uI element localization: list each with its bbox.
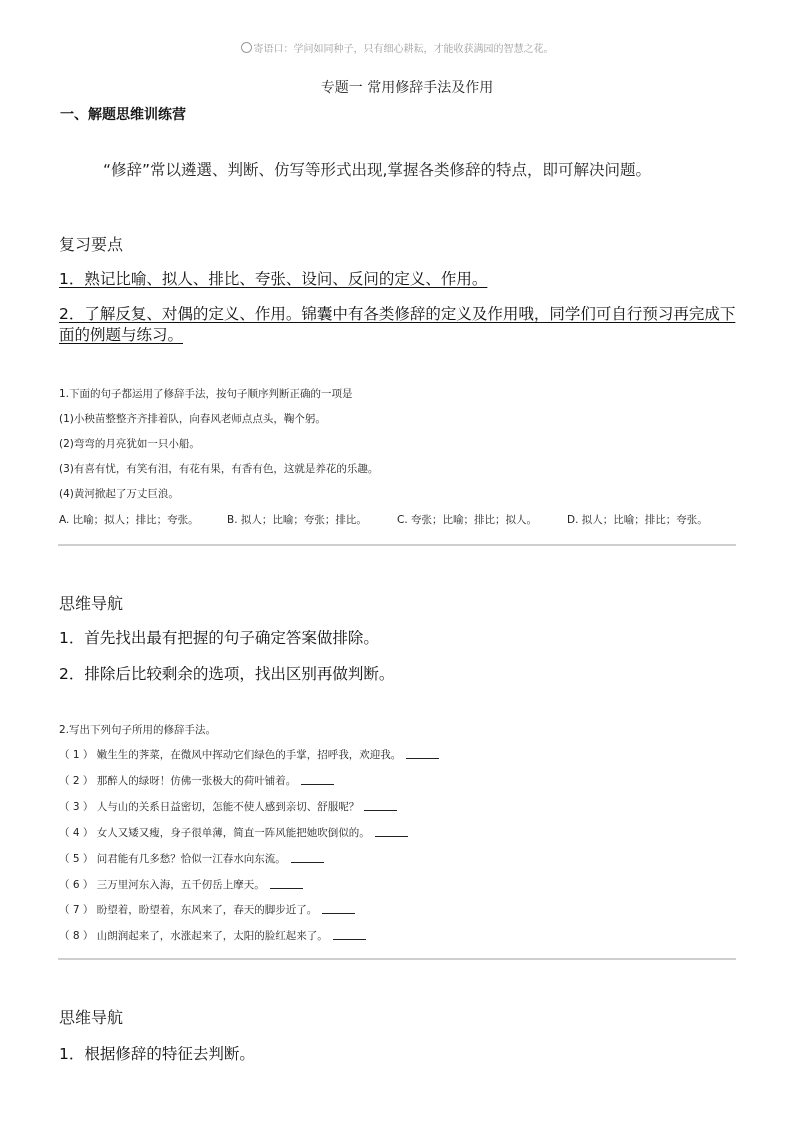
divider: [58, 544, 736, 546]
question-2-item: （ 4 ） 女人又矮又瘦，身子很单薄，简直一阵风能把她吹倒似的。: [59, 825, 408, 840]
nav-item: 2．排除后比较剩余的选项，找出区别再做判断。: [59, 665, 395, 683]
question-2-item: （ 6 ） 三万里河东入海，五千仞岳上摩天。: [59, 877, 303, 892]
question-1-sentence: (2)弯弯的月亮犹如一只小船。: [59, 438, 200, 450]
question-2-item: （ 5 ） 问君能有几多愁？恰似一江春水向东流。: [59, 851, 324, 866]
section-heading: 一、解题思维训练营: [60, 107, 186, 123]
question-2-item: （ 8 ） 山朗润起来了，水涨起来了，太阳的脸红起来了。: [59, 928, 366, 943]
option-d: D. 拟人；比喻；排比；夸张。: [567, 514, 708, 526]
question-2-item: （ 1 ） 嫩生生的荠菜，在微风中挥动它们绿色的手掌，招呼我，欢迎我。: [59, 747, 439, 762]
question-1-sentence: (4)黄河掀起了万丈巨浪。: [59, 488, 179, 500]
divider: [58, 958, 736, 960]
answer-blank[interactable]: [364, 800, 397, 811]
answer-blank[interactable]: [270, 878, 303, 889]
option-a: A. 比喻；拟人；排比；夸张。: [59, 514, 199, 526]
header-motto: [0, 40, 794, 55]
question-2-stem: 2.写出下列句子所用的修辞手法。: [59, 724, 217, 736]
question-1-sentence: (1)小秧苗整整齐齐排着队，向春风老师点点头，鞠个躬。: [59, 413, 326, 425]
question-1-stem: 1.下面的句子都运用了修辞手法，按句子顺序判断正确的一项是: [59, 388, 353, 400]
answer-blank[interactable]: [322, 903, 355, 914]
answer-blank[interactable]: [291, 852, 324, 863]
nav-heading: 思维导航: [59, 594, 124, 613]
nav-heading: 思维导航: [59, 1008, 124, 1027]
review-heading: 复习要点: [59, 235, 124, 254]
question-1-sentence: (3)有喜有忧，有笑有泪，有花有果，有香有色，这就是养花的乐趣。: [59, 463, 379, 475]
seal-icon: [241, 42, 252, 53]
answer-blank[interactable]: [333, 929, 366, 940]
option-b: B. 拟人；比喻；夸张；排比。: [227, 514, 367, 526]
page-title: 专题一 常用修辞手法及作用: [320, 80, 494, 96]
question-2-item: （ 7 ） 盼望着，盼望着，东风来了，春天的脚步近了。: [59, 902, 355, 917]
nav-item: 1．根据修辞的特征去判断。: [59, 1045, 255, 1063]
question-1-options: [59, 512, 708, 527]
answer-blank[interactable]: [406, 748, 439, 759]
answer-blank[interactable]: [301, 774, 334, 785]
review-point-2: 2．了解反复、对偶的定义、作用。锦囊中有各类修辞的定义及作用哦，同学们可自行预习再完成下面的例题与练习。: [59, 305, 736, 344]
question-2-item: （ 2 ） 那醉人的绿呀！仿佛一张极大的荷叶铺着。: [59, 773, 334, 788]
answer-blank[interactable]: [375, 826, 408, 837]
motto-text: 寄语口：学问如同种子，只有细心耕耘，才能收获满园的智慧之花。: [253, 44, 554, 55]
intro-paragraph: “修辞”常以遴選、判断、仿写等形式出现,掌握各类修辞的特点，即可解决问题。: [103, 161, 651, 179]
review-point-1: 1．熟记比喻、拟人、排比、夸张、设问、反问的定义、作用。: [59, 270, 488, 288]
question-2-item: （ 3 ） 人与山的关系日益密切，怎能不使人感到亲切、舒服呢？: [59, 799, 397, 814]
option-c: C. 夸张；比喻；排比；拟人。: [397, 514, 538, 526]
nav-item: 1．首先找出最有把握的句子确定答案做排除。: [59, 629, 379, 647]
